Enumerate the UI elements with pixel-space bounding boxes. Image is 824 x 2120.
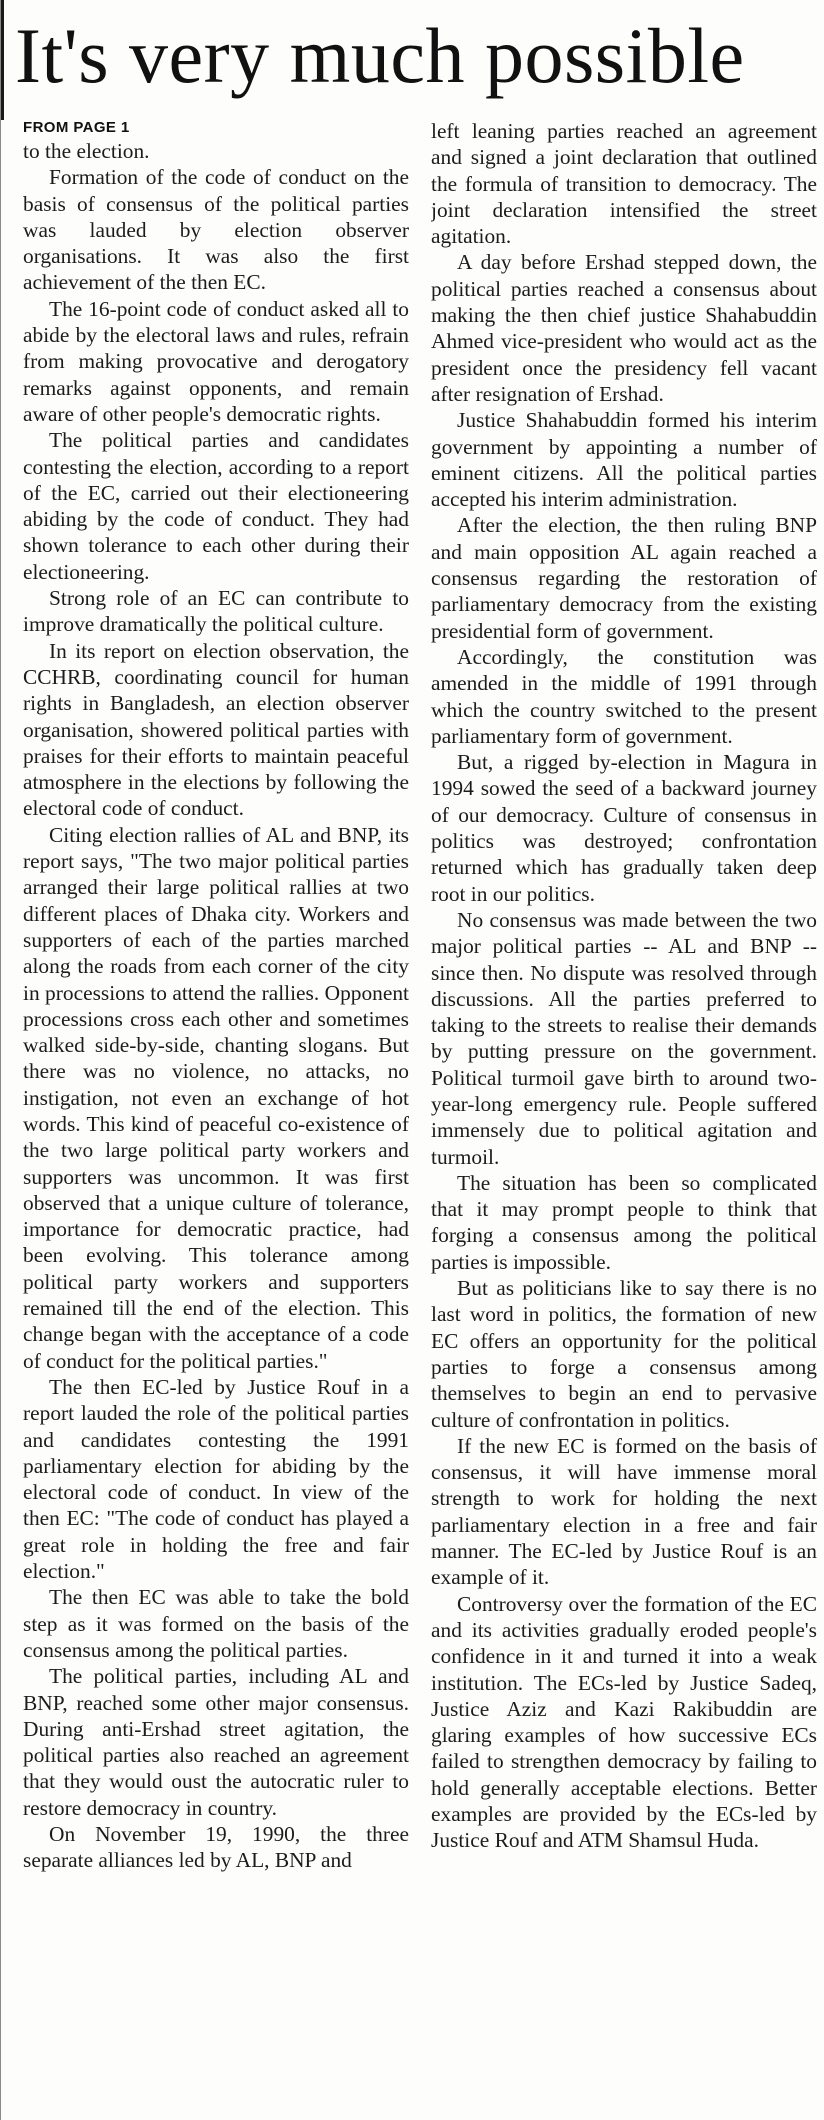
paragraph: No consensus was made between the two major political parties -- AL and BNP -- since then. No dispute was resolved through discussions. All the parties preferred to taking to the streets to realise their demands by putting pressure on the government. Political turmoil gave birth to around two-year-long emergency rule. People suffered immensely due to political agitation and turmoil. — [431, 907, 817, 1169]
paragraph: On November 19, 1990, the three separate alliances led by AL, BNP and — [23, 1822, 409, 1873]
paragraph: The political parties and candidates contesting the election, according to a report of the EC, carried out their electioneering abiding by the code of conduct. They had shown tolerance to each other during their electioneering. — [23, 428, 409, 584]
paragraph: The political parties, including AL and BNP, reached some other major consensus. During anti-Ershad street agitation, the political parties also reached an agreement that they would oust the autocratic ruler to restore democracy in country. — [23, 1664, 409, 1820]
paragraph: The then EC was able to take the bold step as it was formed on the basis of the consensus among the political parties. — [23, 1585, 409, 1662]
paragraph: After the election, the then ruling BNP and main opposition AL again reached a consensus regarding the restoration of parliamentary democracy from the existing presidential form of government. — [431, 513, 817, 643]
article-body — [23, 118, 817, 2110]
left-column — [23, 118, 409, 2110]
paragraph: The 16-point code of conduct asked all to abide by the electoral laws and rules, refrain from making provocative and derogatory remarks against opponents, and remain aware of other people's democratic rights. — [23, 296, 409, 426]
paragraph: Formation of the code of conduct on the basis of consensus of the political parties was lauded by election observer organisations. It was also the first achievement of the then EC. — [23, 165, 409, 295]
paragraph: Justice Shahabuddin formed his interim government by appointing a number of eminent citizens. All the political parties accepted his interim administration. — [431, 408, 817, 512]
paragraph: Accordingly, the constitution was amended in the middle of 1991 through which the country switched to the present parliamentary form of government. — [431, 644, 817, 748]
paragraph: In its report on election observation, the CCHRB, coordinating council for human rights in Bangladesh, an election observer organisation, showered political parties with praises for their efforts to maintain peaceful atmosphere in the elections by following the electoral code of conduct. — [23, 638, 409, 821]
paragraph: But as politicians like to say there is no last word in politics, the formation of new EC offers an opportunity for the political parties to forge a consensus among themselves to begin an end to pervasive culture of confrontation in politics. — [431, 1276, 817, 1432]
paragraph: If the new EC is formed on the basis of consensus, it will have immense moral strength to work for holding the next parliamentary election in a free and fair manner. The EC-led by Justice Rouf is an example of it. — [431, 1433, 817, 1590]
paragraph: A day before Ershad stepped down, the political parties reached a consensus about making the then chief justice Shahabuddin Ahmed vice-president who would act as the president once the presidency fell vacant after resignation of Ershad. — [431, 250, 817, 406]
continuation-label: FROM PAGE 1 — [23, 119, 130, 136]
right-column — [431, 118, 817, 2110]
paragraph: But, a rigged by-election in Magura in 1994 sowed the seed of a backward journey of our democracy. Culture of consensus in politics was destroyed; confrontation returned which has gradually taken deep root in our politics. — [431, 750, 817, 906]
paragraph: Controversy over the formation of the EC and its activities gradually eroded people's confidence in it and turned it into a weak institution. The ECs-led by Justice Sadeq, Justice Aziz and Kazi Rakibuddin are glaring examples of how successive ECs failed to strengthen democracy by failing to hold generally acceptable elections. Better examples are provided by the ECs-led by Justice Rouf and ATM Shamsul Huda. — [431, 1591, 817, 1853]
paragraph: left leaning parties reached an agreement and signed a joint declaration that outlined the formula of transition to democracy. The joint declaration intensified the street agitation. — [431, 119, 817, 249]
paragraph: The then EC-led by Justice Rouf in a report lauded the role of the political parties and candidates contesting the 1991 parliamentary election for abiding by the electoral code of conduct. In view of the then EC: "The code of conduct has played a great role in holding the free and fair election." — [23, 1374, 409, 1584]
paragraph: Strong role of an EC can contribute to improve dramatically the political culture. — [23, 586, 409, 637]
headline-rule — [1, 0, 4, 120]
paragraph: to the election. — [23, 139, 150, 163]
headline: It's very much possible — [15, 12, 745, 99]
paragraph: Citing election rallies of AL and BNP, its report says, "The two major political parties arranged their large political rallies at two different places of Dhaka city. Workers and supporters of each of the parties marched along the roads from each corner of the city in processions to attend the rallies. Opponent processions cross each other and sometimes walked side-by-side, chanting slogans. But there was no violence, no attacks, no instigation, not even an exchange of hot words. This kind of peaceful co-existence of the two large political party workers and supporters was uncommon. It was first observed that a unique culture of tolerance, importance for democratic practice, had been evolving. This tolerance among political party workers and supporters remained till the end of the election. This change began with the acceptance of a code of conduct for the political parties." — [23, 822, 409, 1373]
paragraph: The situation has been so complicated that it may prompt people to think that forging a consensus among the political parties is impossible. — [431, 1170, 817, 1274]
